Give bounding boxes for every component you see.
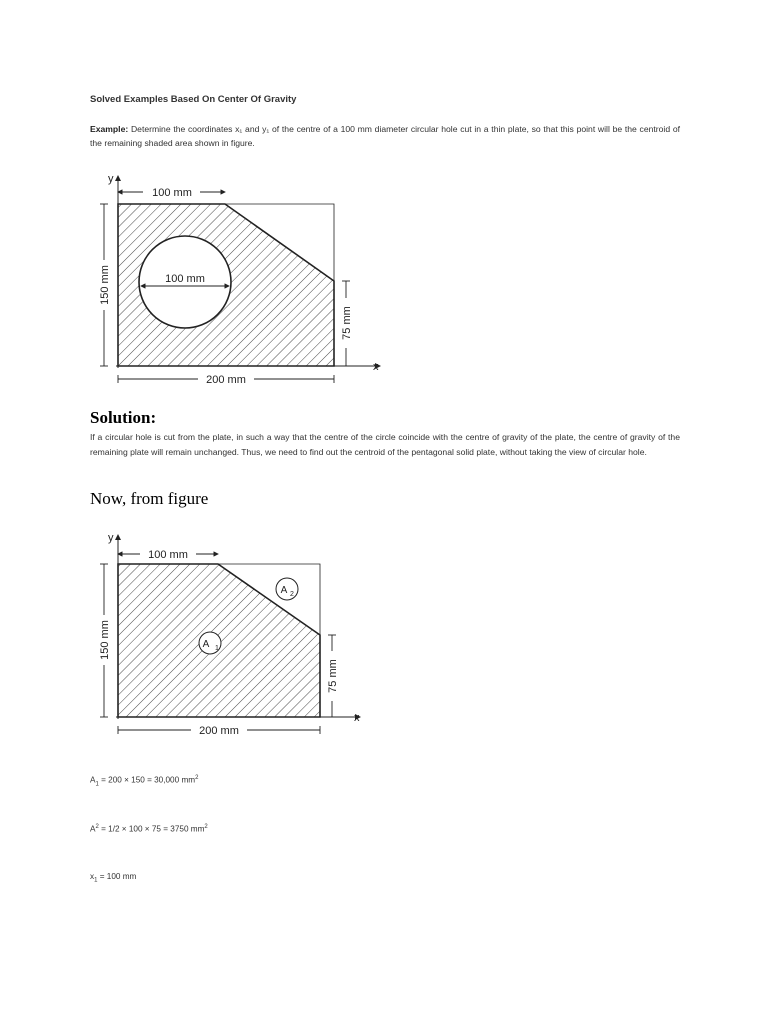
bottom-dimension-label: 200 mm	[199, 725, 239, 737]
y-axis-label: y	[108, 173, 114, 185]
eq2-expression: = 1/2 × 100 × 75 = 3750 mm	[98, 824, 205, 834]
eq1-expression: = 200 × 150 = 30,000 mm	[98, 775, 196, 785]
eq3-symbol: x	[90, 872, 95, 881]
equation-a1	[90, 775, 198, 787]
eq3-expression: = 100 mm	[97, 872, 137, 881]
example-label: Example:	[90, 124, 129, 134]
right-dimension-label: 75 mm	[327, 659, 339, 693]
left-dimension-label: 150 mm	[99, 265, 111, 305]
bottom-dimension-label: 200 mm	[206, 374, 246, 386]
x-axis-label: x	[354, 712, 360, 724]
solution-text: If a circular hole is cut from the plate, in such a way that the centre of the circle coincide with the centre of gravity of the plate, the centre of gravity of the remaining plate will remain unchanged. Thus, we need to find out the centroid of the pentagonal solid plate, without taking the view of circular hole.	[90, 432, 680, 457]
figure-plate-areas	[88, 527, 378, 742]
figure-plate-with-hole	[88, 168, 388, 393]
area-a2-subscript: 2	[290, 591, 294, 598]
equation-a2	[90, 824, 208, 834]
eq1-symbol: A	[90, 775, 96, 785]
eq1-subscript: 1	[95, 781, 99, 788]
circle-dimension-label: 100 mm	[165, 273, 205, 285]
area-a2-label: A	[280, 585, 288, 596]
top-dimension-label: 100 mm	[148, 549, 188, 561]
eq1-superscript: 2	[195, 775, 199, 781]
example-text: Determine the coordinates x₁ and y₁ of the centre of a 100 mm diameter circular hole cut in a thin plate, so that this point will be the centroid of the remaining shaded area shown in figure.	[90, 124, 680, 148]
eq2-superscript: 2	[204, 824, 208, 830]
page-heading: Solved Examples Based On Center Of Gravity	[90, 94, 297, 105]
solution-title: Solution:	[90, 408, 157, 427]
example-paragraph	[90, 122, 680, 150]
eq3-subscript: 1	[94, 877, 98, 884]
y-axis-label: y	[108, 532, 114, 544]
left-dimension-label: 150 mm	[99, 620, 111, 660]
top-dimension-label: 100 mm	[152, 187, 192, 199]
x-axis-label: x	[373, 361, 379, 373]
area-a1-subscript: 1	[215, 645, 219, 652]
eq2-symbol-superscript: 2	[95, 824, 99, 830]
eq2-symbol: A	[90, 824, 96, 834]
now-from-figure-text: Now, from figure	[90, 489, 209, 508]
equation-x1	[90, 872, 136, 884]
area-a1-label: A	[202, 639, 210, 650]
right-dimension-label: 75 mm	[341, 306, 353, 340]
